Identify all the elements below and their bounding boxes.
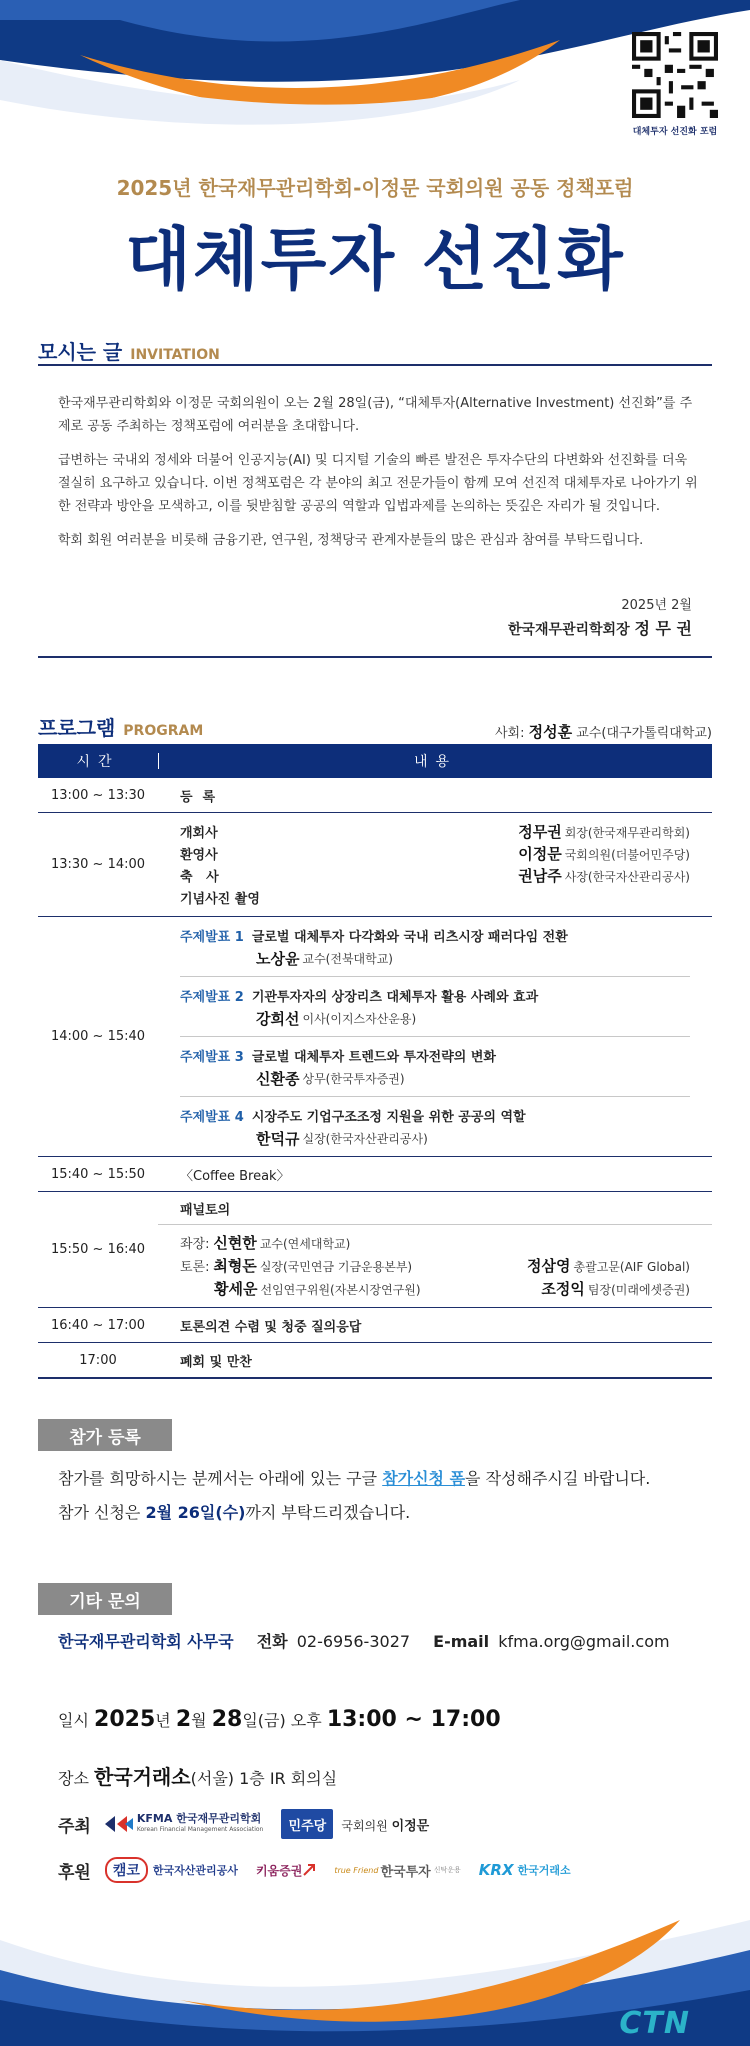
table-row-registration: [38, 778, 712, 813]
when-label: 일시: [58, 1711, 89, 1730]
presentation-item: [180, 1097, 690, 1156]
presentation-title: 시장주도 기업구조조정 지원을 위한 공공의 역할: [251, 1109, 526, 1125]
venue-detail: (서울) 1층 IR 회의실: [190, 1769, 338, 1788]
table-row-presentations: [38, 917, 712, 1157]
program-heading-en: PROGRAM: [123, 723, 204, 739]
event-date: [58, 1707, 501, 1732]
panel-chair: [180, 1231, 690, 1254]
year-unit: 년: [155, 1711, 171, 1730]
presentation-tag: 주제발표 1: [180, 929, 244, 945]
row-time: 14:00 ~ 15:40: [50, 1029, 146, 1044]
phone-label: 전화: [256, 1632, 288, 1651]
email-label: E-mail: [433, 1632, 490, 1651]
row-label: 등록: [180, 789, 226, 805]
panelist-row: [180, 1254, 690, 1277]
panelist-name: 조정익: [541, 1280, 585, 1298]
contact-info: [58, 1629, 688, 1652]
speech-role: 축 사: [180, 869, 219, 885]
krx-mark: KRX: [478, 1861, 514, 1879]
event-day: 28: [211, 1707, 243, 1732]
registration-body: [58, 1462, 718, 1530]
presentation-tag: 주제발표 4: [180, 1109, 244, 1125]
qr-code-icon[interactable]: [632, 32, 718, 118]
signer-title: 한국재무관리학회장: [507, 622, 630, 638]
presentation-item: [180, 977, 690, 1037]
minjoo-logo: 민주당: [281, 1809, 333, 1839]
ctn-logo: CTN: [619, 2006, 690, 2041]
invitation-top-rule: [38, 364, 712, 366]
kiwoom-name: 키움증권: [255, 1863, 303, 1878]
email-address[interactable]: kfma.org@gmail.com: [498, 1632, 670, 1651]
invitation-paragraph: 학회 회원 여러분을 비롯해 금융기관, 연구원, 정책당국 관계자분들의 많은 관심과 참여를 부탁드립니다.: [58, 533, 644, 548]
month-unit: 월: [191, 1711, 207, 1730]
invitation-body: [58, 392, 698, 563]
panelist-affiliation: 실장(국민연금 기금운용본부): [259, 1260, 413, 1274]
forum-title: 대체투자 선진화: [125, 221, 625, 300]
qr-code-block[interactable]: [632, 32, 718, 137]
table-row-opening: [38, 813, 712, 917]
qr-caption: 대체투자 선진화 포럼: [632, 127, 718, 137]
kfma-logo: [105, 1813, 264, 1835]
presenter-affiliation: 실장(한국자산관리공사): [302, 1131, 428, 1146]
row-time: 15:40 ~ 15:50: [50, 1166, 146, 1182]
presentation-title: 글로벌 대체투자 트렌드와 투자전략의 변화: [251, 1049, 496, 1065]
kit-name: 한국투자: [380, 1864, 431, 1880]
kfma-abbr: KFMA: [136, 1812, 173, 1825]
presenter-name: 강희선: [256, 1009, 300, 1028]
speaker-affiliation: 국회의원(더불어민주당): [564, 847, 690, 862]
row-label: 토론의견 수렴 및 청중 질의응답: [180, 1319, 362, 1335]
kiwoom-arrow-icon: [302, 1863, 316, 1877]
presenter-affiliation: 교수(전북대학교): [302, 951, 393, 966]
kiwoom-logo: [256, 1862, 316, 1879]
party-logo: [281, 1809, 429, 1839]
hosts-label: 주최: [58, 1816, 91, 1837]
event-month: 2: [175, 1707, 192, 1732]
presentation-item: [180, 917, 690, 977]
event-time: 13:00 ~ 17:00: [326, 1707, 501, 1732]
panelist-affiliation: 선임연구위원(자본시장연구원): [260, 1283, 421, 1297]
invitation-signature: [508, 616, 692, 639]
kfma-name-ko: 한국재무관리학회: [176, 1812, 262, 1825]
presenter-name: 한덕규: [256, 1129, 300, 1148]
invitation-heading-en: INVITATION: [130, 347, 220, 363]
row-time: 16:40 ~ 17:00: [50, 1317, 146, 1333]
chair-name: 신현한: [213, 1234, 257, 1252]
kfma-name-en: Korean Financial Management Association: [136, 1826, 264, 1833]
row-time: 13:00 ~ 13:30: [50, 787, 146, 803]
program-table-header: [38, 744, 712, 778]
table-row-break: [38, 1157, 712, 1192]
table-row-qa: [38, 1308, 712, 1343]
registration-line-2: [58, 1496, 718, 1530]
column-header-content: 내용: [413, 754, 458, 770]
event-year: 2025: [94, 1707, 156, 1732]
moderator-affiliation: 교수(대구가톨릭대학교): [576, 726, 712, 741]
speech-item: [180, 864, 690, 886]
invitation-heading-ko: 모시는 글: [38, 340, 123, 364]
row-label: 〈Coffee Break〉: [180, 1168, 290, 1184]
speech-item: [180, 886, 690, 908]
table-row-panel: [38, 1192, 712, 1308]
presenter-name: 노상윤: [256, 949, 300, 968]
panelist-affiliation: 총괄고문(AIF Global): [573, 1260, 690, 1274]
registration-text: 까지 부탁드리겠습니다.: [245, 1503, 411, 1522]
registration-text: 참가를 희망하시는 분께서는 아래에 있는 구글: [58, 1469, 383, 1488]
event-venue: [58, 1761, 337, 1790]
speaker-name: 정무권: [518, 822, 562, 841]
presenter-affiliation: 상무(한국투자증권): [302, 1071, 405, 1086]
sponsors-label: 후원: [58, 1862, 91, 1883]
lawmaker-name: 이정문: [391, 1818, 430, 1834]
speech-role: 개회사: [180, 825, 218, 841]
moderator-name: 정성훈: [528, 723, 573, 741]
lawmaker-prefix: 국회의원: [341, 1818, 388, 1833]
kit-prefix: true Friend: [334, 1865, 379, 1875]
speaker-affiliation: 사장(한국자산관리공사): [564, 869, 690, 884]
panelist-row: [180, 1277, 690, 1300]
krx-name: 한국거래소: [517, 1864, 571, 1877]
speaker-name: 이정문: [518, 844, 562, 863]
presentation-title: 기관투자자의 상장리츠 대체투자 활용 사례와 효과: [251, 989, 539, 1005]
row-label: 폐회 및 만찬: [180, 1354, 252, 1370]
chair-affiliation: 교수(연세대학교): [259, 1237, 351, 1251]
speech-item: [180, 842, 690, 864]
program-heading-ko: 프로그램: [38, 716, 116, 740]
invitation-paragraph: 한국재무관리학회와 이정문 국회의원이 오는 2월 28일(금), “대체투자(Alternative Investment) 선진화”를 주제로 공동 주최하는 정책포럼에 여러분을 초대합니다.: [58, 396, 693, 434]
panelist-name: 최형돈: [213, 1257, 257, 1275]
presentation-tag: 주제발표 2: [180, 989, 244, 1005]
panel-label: 토론:: [180, 1260, 210, 1275]
row-time: 13:30 ~ 14:00: [50, 857, 146, 872]
presentation-tag: 주제발표 3: [180, 1049, 244, 1065]
speech-role: 기념사진 촬영: [180, 891, 260, 907]
registration-line-1: [58, 1462, 718, 1496]
krx-logo: [479, 1861, 571, 1879]
speech-role: 환영사: [180, 847, 218, 863]
registration-heading: 참가 등록: [38, 1419, 172, 1451]
invitation-heading: [38, 336, 712, 365]
camco-mark: 캠코: [105, 1857, 148, 1883]
panel-title: 패널토의: [158, 1192, 712, 1225]
kfma-emblem-icon: [105, 1816, 133, 1832]
where-label: 장소: [58, 1769, 89, 1788]
program-table: [38, 744, 712, 1379]
phone-number[interactable]: 02-6956-3027: [296, 1632, 411, 1651]
forum-subtitle: 2025년 한국재무관리학회-이정문 국회의원 공동 정책포럼: [116, 176, 634, 200]
speech-item: [180, 820, 690, 842]
invitation-paragraph: 급변하는 국내외 정세와 더불어 인공지능(AI) 및 디지털 기술의 빠른 발전은 투자수단의 다변화와 선진화를 더욱 절실히 요구하고 있습니다. 이번 정책포럼은 각 분야의 최고 전문가들이 함께 모여 선진적 대체투자로 나아가기 위한 전략과 방안을 모색하고, 이를 뒷받침할 공공의 역할과 입법과제를 논의하는 뜻깊은 자리가 될 것입니다.: [58, 453, 698, 514]
registration-text: 참가 신청은: [58, 1503, 146, 1522]
presenter-name: 신환종: [256, 1069, 300, 1088]
signer-name: 정 무 권: [634, 619, 692, 638]
registration-text: 을 작성해주시길 바랍니다.: [465, 1469, 651, 1488]
presenter-affiliation: 이사(이지스자산운용): [302, 1011, 417, 1026]
presentation-title: 글로벌 대체투자 다각화와 국내 리츠시장 패러다임 전환: [251, 929, 568, 945]
kit-logo: [334, 1861, 460, 1880]
registration-form-link[interactable]: 참가신청 폼: [382, 1469, 466, 1488]
hosts-row: [58, 1809, 447, 1839]
moderator-label: 사회:: [495, 726, 525, 741]
kit-sub: 신탁운용: [433, 1866, 461, 1874]
panel-participants: [158, 1225, 712, 1307]
day-unit: 일(금) 오후: [242, 1711, 322, 1730]
row-time: 15:50 ~ 16:40: [50, 1242, 146, 1257]
panelist-name: 정삼영: [527, 1257, 571, 1275]
moderator: [495, 721, 712, 742]
column-header-time: 시간: [76, 754, 120, 770]
panelist-affiliation: 팀장(미래에셋증권): [587, 1283, 690, 1297]
venue-name: 한국거래소: [94, 1765, 191, 1789]
speaker-name: 권남주: [518, 866, 562, 885]
camco-name: 한국자산관리공사: [152, 1864, 238, 1877]
table-row-closing: [38, 1343, 712, 1379]
speaker-affiliation: 회장(한국재무관리학회): [564, 825, 690, 840]
panelist-name: 황세운: [214, 1280, 258, 1298]
chair-label: 좌장:: [180, 1237, 210, 1252]
invitation-bottom-rule: [38, 656, 712, 658]
contact-org: 한국재무관리학회 사무국: [58, 1632, 234, 1651]
invitation-date: 2025년 2월: [621, 598, 692, 613]
presentation-item: [180, 1037, 690, 1097]
contact-heading: 기타 문의: [38, 1583, 172, 1615]
row-time: 17:00: [79, 1352, 117, 1368]
registration-deadline: 2월 26일(수): [145, 1503, 246, 1522]
